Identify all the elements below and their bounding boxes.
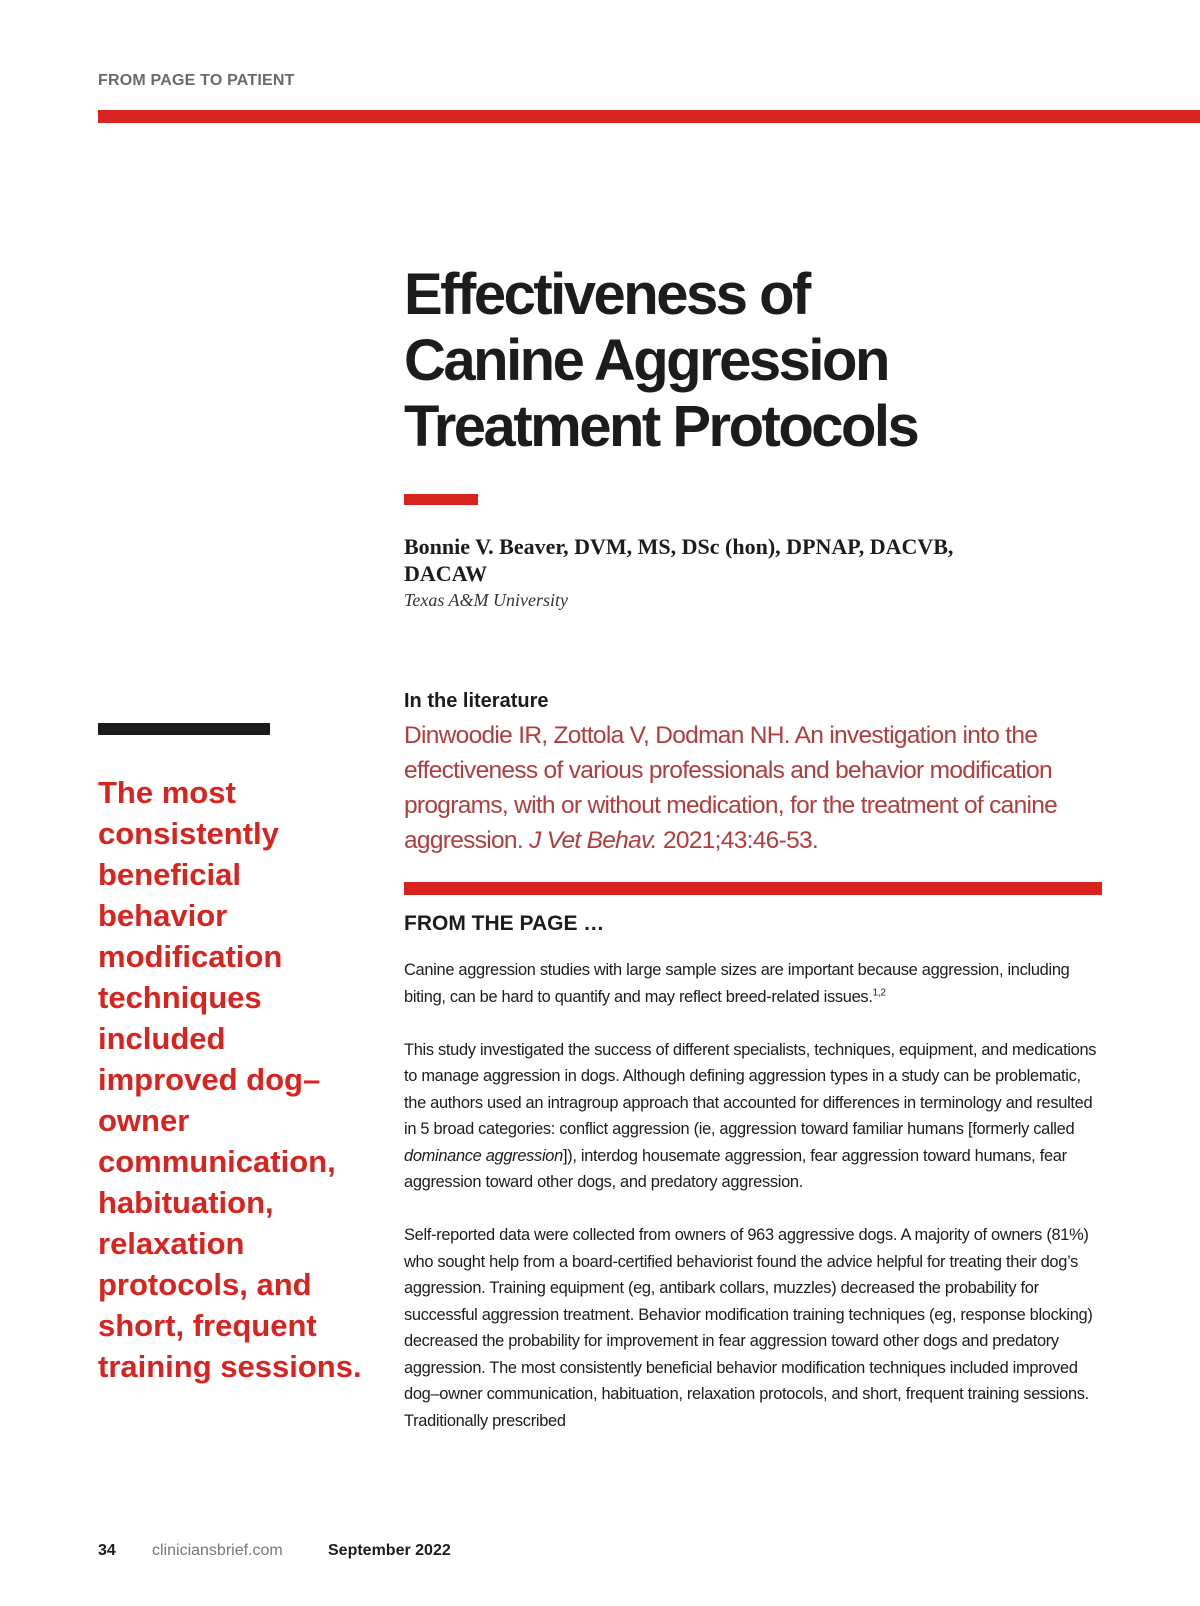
title-line-1: Effectiveness of [404, 262, 809, 327]
from-the-page-heading: FROM THE PAGE … [404, 912, 605, 935]
top-rule [98, 110, 1200, 123]
citation-main: Dinwoodie IR, Zottola V, Dodman NH. An investigation into the effectiveness of various professionals and behavior modification programs, with or without medication, for the treatment of canine aggression. [404, 722, 1058, 854]
body-paragraph-1 [404, 957, 1106, 1010]
reference-marker: 1,2 [872, 987, 886, 999]
footer-site: cliniciansbrief.com [152, 1542, 283, 1559]
pull-quote: The most consistently beneficial behavior modification techniques included improved dog–owner communication, habituation, relaxation protocols, and short, frequent training sessions. [98, 775, 362, 1384]
literature-citation [404, 718, 1104, 858]
title-line-3: Treatment Protocols [404, 394, 918, 459]
section-rule [404, 882, 1102, 895]
citation-journal: J Vet Behav. [529, 827, 657, 854]
footer-date: September 2022 [328, 1542, 451, 1559]
body-paragraph-3: Self-reported data were collected from owners of 963 aggressive dogs. A majority of owners (81%) who sought help from a board-certified behaviorist found the advice helpful for treating their dog’s aggression. Training equipment (eg, antibark collars, muzzles) decreased the probability for successful aggression treatment. Behavior modification training techniques (eg, response blocking) decreased the probability for improvement in fear aggression toward other dogs and predatory aggression. The most consistently beneficial behavior modification techniques included improved dog–owner communication, habituation, relaxation protocols, and short, frequent training sessions. Traditionally prescribed [404, 1226, 1093, 1430]
p2-italic: dominance aggression [404, 1146, 563, 1165]
title-line-2: Canine Aggression [404, 328, 888, 393]
citation-tail: 2021;43:46-53. [662, 827, 819, 854]
p2-text-a: This study investigated the success of different specialists, techniques, equipment, and medications to manage aggression in dogs. Although defining aggression types in a study can be problematic, the authors used an intragroup approach that accounted for differences in terminology and resulted in 5 broad categories: conflict aggression (ie, aggression toward familiar humans [formerly called [404, 1040, 1097, 1138]
article-title [404, 262, 1104, 460]
article-body [404, 957, 1106, 1461]
title-rule [404, 494, 478, 505]
literature-heading: In the literature [404, 690, 549, 712]
section-label: FROM PAGE TO PATIENT [98, 72, 295, 89]
body-paragraph-2 [404, 1037, 1106, 1196]
p2-text-b: ]), interdog housemate aggression, fear aggression toward humans, fear aggression toward other dogs, and predatory aggression. [404, 1146, 1067, 1191]
page-number: 34 [98, 1542, 116, 1559]
author-affiliation: Texas A&M University [404, 590, 568, 610]
p1-text: Canine aggression studies with large sample sizes are important because aggression, including biting, can be hard to quantify and may reflect breed-related issues. [404, 961, 1070, 1006]
pull-quote-rule [98, 723, 270, 735]
author-names: Bonnie V. Beaver, DVM, MS, DSc (hon), DPNAP, DACVB, DACAW [404, 534, 954, 586]
